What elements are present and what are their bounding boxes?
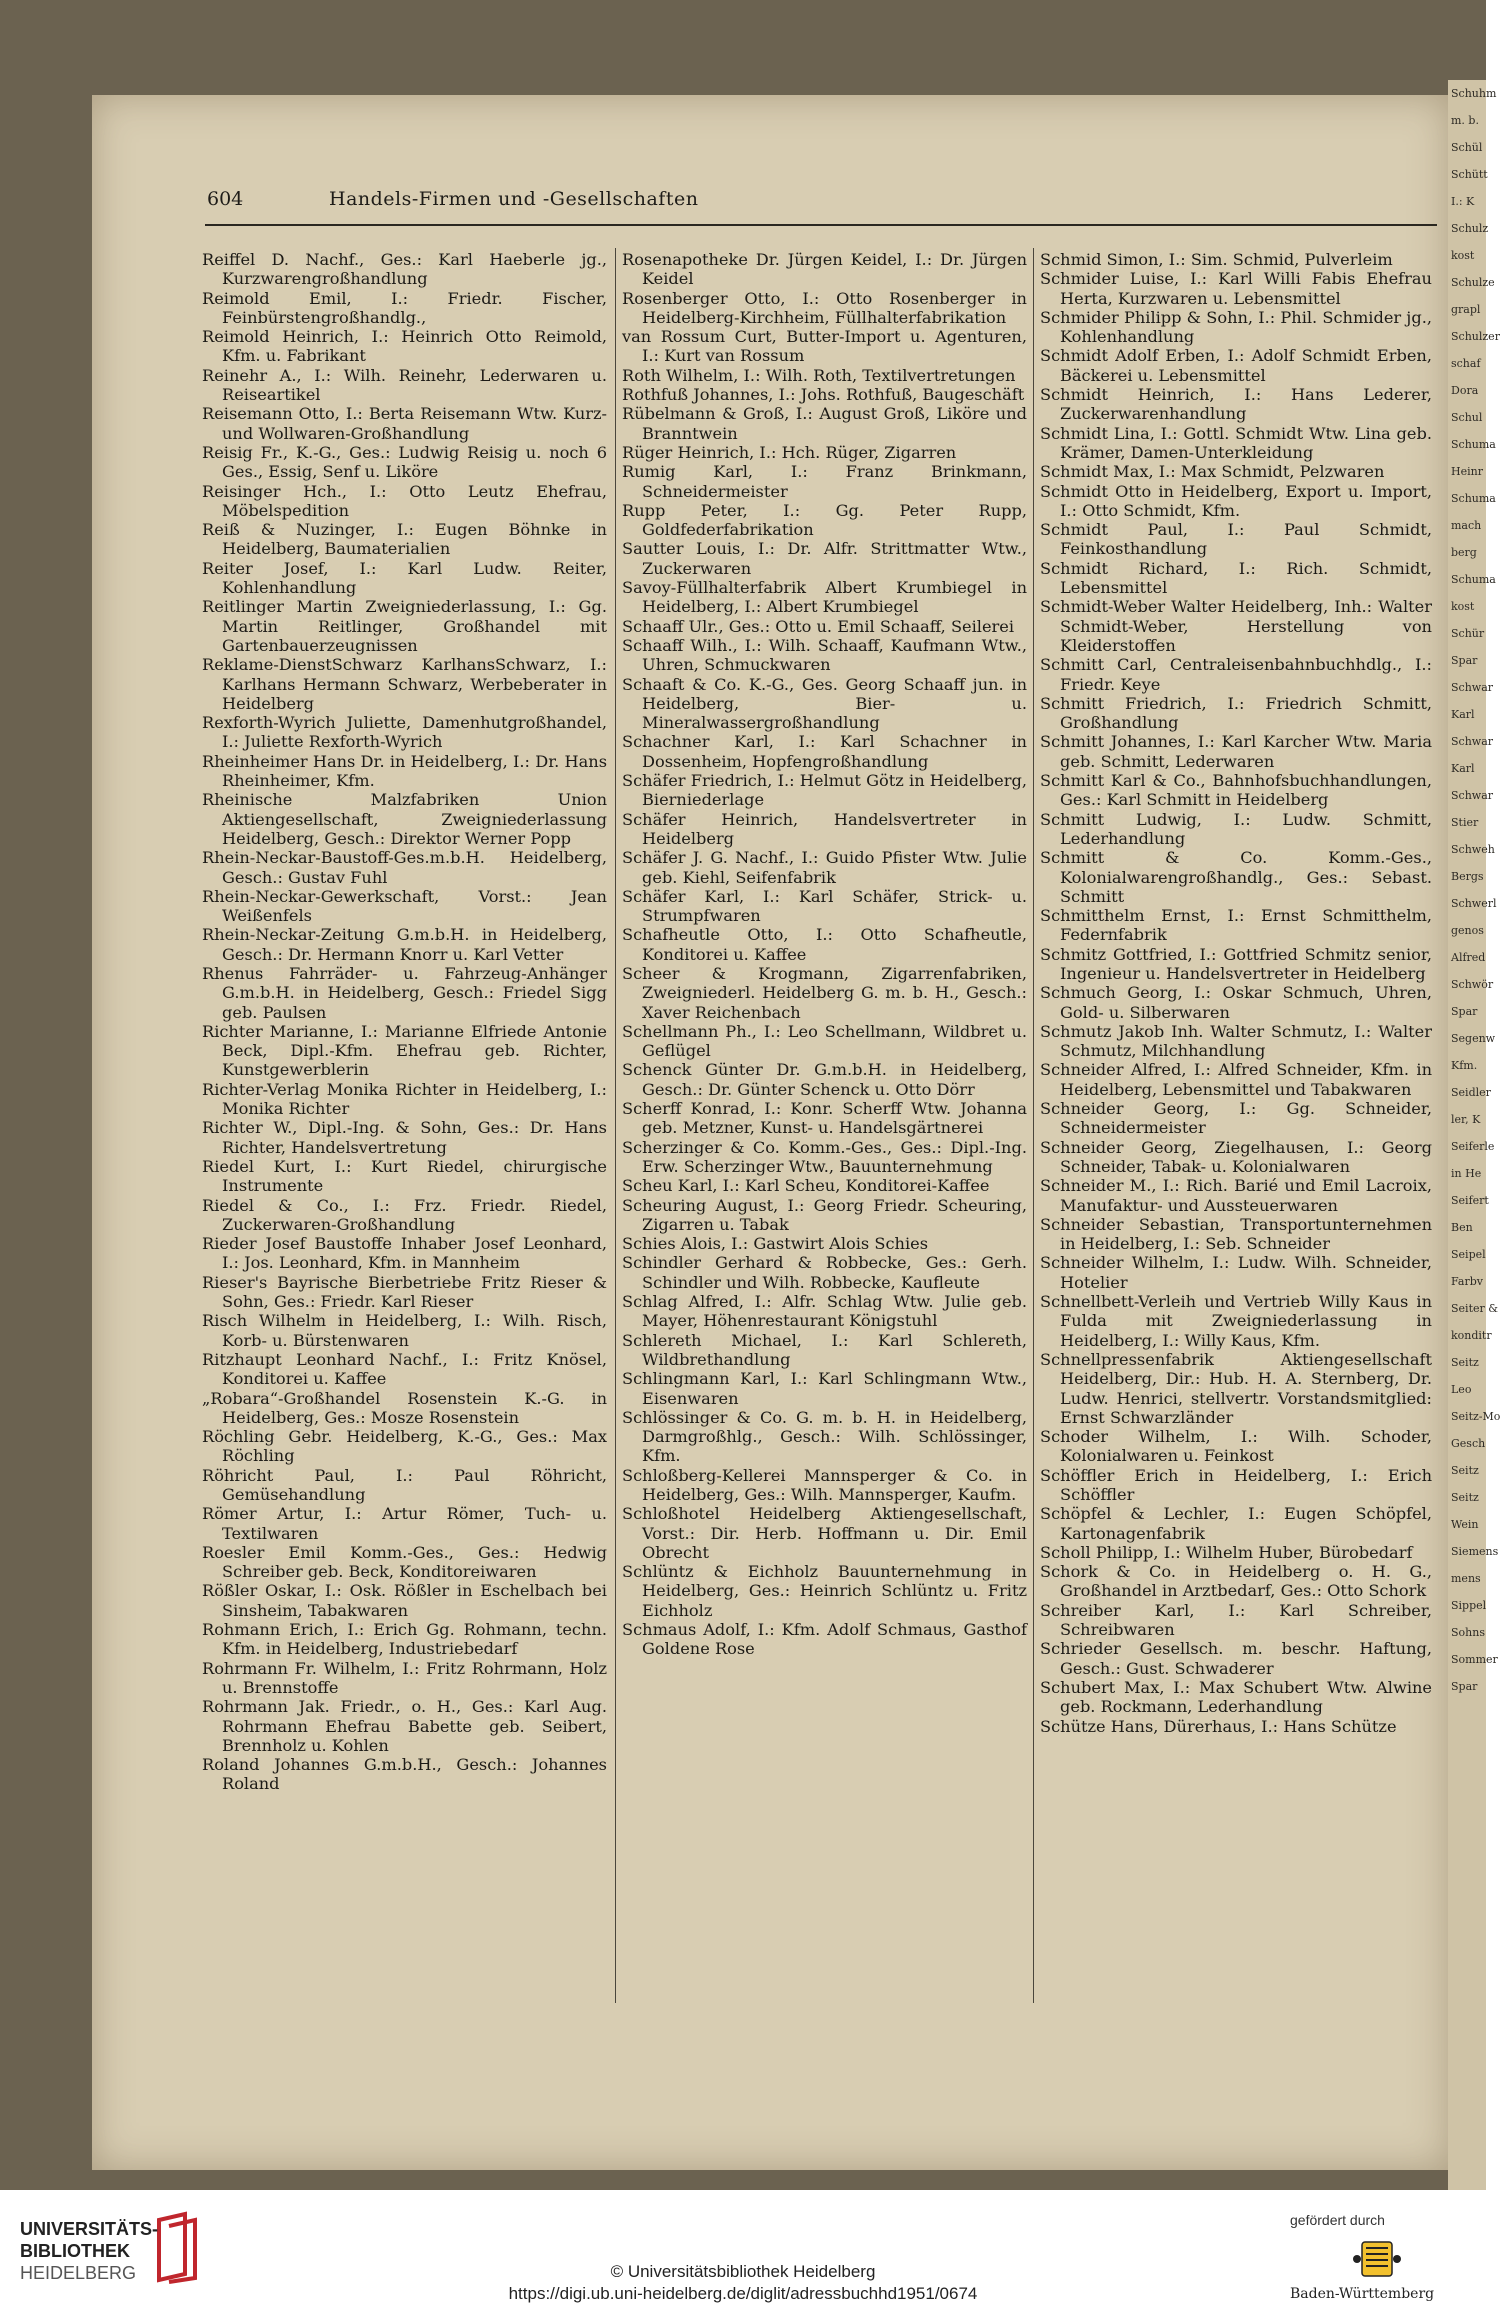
directory-entry: Roth Wilhelm, I.: Wilh. Roth, Textilvertretungen [622,365,1016,385]
directory-entry: Rüger Heinrich, I.: Hch. Rüger, Zigarren [622,442,957,462]
neighbor-fragment: Spar [1451,1680,1478,1693]
directory-entry: Schütze Hans, Dürerhaus, I.: Hans Schütze [1040,1716,1397,1736]
directory-entry: Schneider Georg, I.: Gg. Schneider, Schneidermeister [1040,1099,1432,1138]
directory-entry: Rheinheimer Hans Dr. in Heidelberg, I.: Dr. Hans Rheinheimer, Kfm. [202,751,607,791]
directory-entry: Rumig Karl, I.: Franz Brinkmann, Schneidermeister [622,462,1027,501]
directory-entry: Schmidt Richard, I.: Rich. Schmidt, Lebensmittel [1040,558,1432,598]
neighbor-fragment: Schwör [1451,978,1494,991]
directory-entry: Schöpfel & Lechler, I.: Eugen Schöpfel, Kartonagenfabrik [1040,1504,1432,1543]
column-divider [1033,248,1034,2003]
directory-entry: Rohrmann Jak. Friedr., o. H., Ges.: Karl Aug. Rohrmann Ehefrau Babette geb. Seibert, Brennholz u. Kohlen [202,1697,607,1755]
neighbor-fragment: Schul [1451,411,1483,424]
neighbor-fragment: mens [1451,1572,1481,1585]
directory-entry: Schäfer Friedrich, I.: Helmut Götz in Heidelberg, Bierniederlage [622,771,1027,810]
neighbor-fragment: grapl [1451,303,1481,316]
directory-entry: Römer Artur, I.: Artur Römer, Tuch- u. Textilwaren [202,1504,607,1543]
directory-entry: Schmidt Max, I.: Max Schmidt, Pelzwaren [1040,462,1385,482]
neighbor-fragment: Schulz [1451,222,1489,235]
directory-entry: Schmidt-Weber Walter Heidelberg, Inh.: Walter Schmidt-Weber, Herstellung von Kleiderstoffen [1040,597,1432,655]
directory-entry: Schrieder Gesellsch. m. beschr. Haftung, Gesch.: Gust. Schwaderer [1040,1639,1432,1678]
neighbor-fragment: Seitz-Mo [1451,1410,1500,1423]
directory-entry: Schmitt Ludwig, I.: Ludw. Schmitt, Lederhandlung [1040,809,1432,848]
neighbor-fragment: m. b. [1451,114,1479,127]
directory-entry: Schmitthelm Ernst, I.: Ernst Schmitthelm, Federnfabrik [1040,906,1432,945]
directory-entry: Reimold Emil, I.: Friedr. Fischer, Feinbürstengroßhandlg., [202,288,607,327]
column-divider [615,248,616,2003]
directory-entry: Scheuring August, I.: Georg Friedr. Scheuring, Zigarren u. Tabak [622,1195,1027,1234]
neighbor-fragment: Heinr [1451,465,1483,478]
neighbor-fragment: Schür [1451,627,1485,640]
neighbor-fragment: Schwar [1451,789,1494,802]
directory-entry: Rohmann Erich, I.: Erich Gg. Rohmann, techn. Kfm. in Heidelberg, Industriebedarf [202,1620,607,1659]
directory-entry: Schmider Philipp & Sohn, I.: Phil. Schmider jg., Kohlenhandlung [1040,307,1432,347]
neighbor-fragment: konditr [1451,1329,1492,1342]
neighbor-fragment: Schulze [1451,276,1495,289]
directory-entry: Schmitz Gottfried, I.: Gottfried Schmitz senior, Ingenieur u. Handelsvertreter in Heidelberg [1040,944,1432,983]
directory-entry: Schmitt Friedrich, I.: Friedrich Schmitt, Großhandlung [1040,693,1432,733]
copyright-notice: © Universitätsbibliothek Heidelberg [610,2262,876,2281]
directory-entry: Schäfer Karl, I.: Karl Schäfer, Strick- u. Strumpfwaren [622,886,1027,926]
directory-entry: Schindler Gerhard & Robbecke, Ges.: Gerh. Schindler und Wilh. Robbecke, Kaufleute [622,1253,1027,1292]
state-crest-icon [1352,2240,1402,2278]
neighbor-fragment: kost [1451,249,1475,262]
directory-entry: Schmitt Karl & Co., Bahnhofsbuchhandlungen, Ges.: Karl Schmitt in Heidelberg [1040,771,1432,810]
directory-entry: Scheer & Krogmann, Zigarrenfabriken, Zweigniederl. Heidelberg G. m. b. H., Gesch.: Xaver Reichenbach [622,963,1027,1022]
directory-entry: Rothfuß Johannes, I.: Johs. Rothfuß, Baugeschäft [622,385,1025,405]
neighbor-fragment: Wein [1451,1518,1479,1531]
neighbor-fragment: I.: K [1451,195,1475,208]
neighbor-fragment: Gesch [1451,1437,1486,1450]
directory-entry: Rieder Josef Baustoffe Inhaber Josef Leonhard, I.: Jos. Leonhard, Kfm. in Mannheim [202,1234,607,1273]
directory-entry: Schaaft & Co. K.-G., Ges. Georg Schaaff jun. in Heidelberg, Bier- u. Mineralwassergroßhandlung [622,674,1027,733]
directory-entry: Richter-Verlag Monika Richter in Heidelberg, I.: Monika Richter [202,1079,607,1119]
directory-entry: Rosenberger Otto, I.: Otto Rosenberger in Heidelberg-Kirchheim, Füllhalterfabrikation [622,288,1027,327]
directory-entry: Schies Alois, I.: Gastwirt Alois Schies [622,1234,929,1254]
directory-entry: Schmidt Heinrich, I.: Hans Lederer, Zuckerwarenhandlung [1040,385,1432,424]
directory-entry: Schmidt Lina, I.: Gottl. Schmidt Wtw. Lina geb. Krämer, Damen-Unterkleidung [1040,423,1432,462]
directory-entry: Rhenus Fahrräder- u. Fahrzeug-Anhänger G.m.b.H. in Heidelberg, Gesch.: Friedel Sigg geb. Paulsen [202,963,607,1022]
directory-entry: Savoy-Füllhalterfabrik Albert Krumbiegel in Heidelberg, I.: Albert Krumbiegel [622,578,1027,617]
neighbor-fragment: Schuhm [1451,87,1497,100]
directory-entry: Schnellpressenfabrik Aktiengesellschaft Heidelberg, Dir.: Hub. H. A. Sternberg, Dr. Ludw. Henrici, stellvertr. Vorstandsmitglied: Ernst Schwarzländer [1040,1349,1432,1427]
directory-entry: Risch Wilhelm in Heidelberg, I.: Wilh. Risch, Korb- u. Bürstenwaren [202,1311,607,1350]
directory-entry: Ritzhaupt Leonhard Nachf., I.: Fritz Knösel, Konditorei u. Kaffee [202,1349,607,1389]
directory-entry: Rupp Peter, I.: Gg. Peter Rupp, Goldfederfabrikation [622,500,1027,540]
neighbor-fragment: Karl [1451,762,1475,775]
directory-entry: Schäfer Heinrich, Handelsvertreter in Heidelberg [622,809,1027,848]
neighbor-fragment: Schweh [1451,843,1495,856]
neighbor-fragment: Schuma [1451,492,1496,505]
directory-entry: Rhein-Neckar-Zeitung G.m.b.H. in Heidelberg, Gesch.: Dr. Hermann Knorr u. Karl Vetter [202,925,607,964]
directory-entry: Schmaus Adolf, I.: Kfm. Adolf Schmaus, Gasthof Goldene Rose [622,1620,1027,1659]
neighbor-fragment: berg [1451,546,1477,559]
directory-entry: Schlössinger & Co. G. m. b. H. in Heidelberg, Darmgroßhlg., Gesch.: Wilh. Schlössinger, Kfm. [622,1407,1027,1466]
directory-entry: Röhricht Paul, I.: Paul Röhricht, Gemüsehandlung [202,1465,607,1504]
directory-entry: Rheinische Malzfabriken Union Aktiengesellschaft, Zweigniederlassung Heidelberg, Gesch.: Direktor Werner Popp [202,790,607,848]
directory-entry: Riedel & Co., I.: Frz. Friedr. Riedel, Zuckerwaren-Großhandlung [202,1195,607,1234]
directory-entry: Schmuch Georg, I.: Oskar Schmuch, Uhren, Gold- u. Silberwaren [1040,983,1432,1022]
neighbor-fragment: Schulzer [1451,330,1500,343]
neighbor-fragment: Schütt [1451,168,1488,181]
neighbor-page-strip [1448,80,1500,2190]
library-name-line: HEIDELBERG [20,2263,137,2283]
directory-entry: Scheu Karl, I.: Karl Scheu, Konditorei-Kaffee [622,1176,990,1196]
neighbor-fragment: Segenw [1451,1032,1496,1045]
neighbor-fragment: Seiter & [1451,1302,1499,1315]
directory-entry: Reisinger Hch., I.: Otto Leutz Ehefrau, Möbelspedition [202,481,607,520]
neighbor-fragment: Sippel [1451,1599,1487,1612]
directory-entry: Schlüntz & Eichholz Bauunternehmung in Heidelberg, Ges.: Heinrich Schlüntz u. Fritz Eichholz [622,1562,1027,1620]
neighbor-fragment: Karl [1451,708,1475,721]
neighbor-fragment: Sommer [1451,1653,1498,1666]
directory-entry: Scholl Philipp, I.: Wilhelm Huber, Bürobedarf [1040,1542,1413,1562]
directory-entry: Schneider Alfred, I.: Alfred Schneider, Kfm. in Heidelberg, Lebensmittel und Tabakwaren [1040,1060,1432,1099]
neighbor-fragment: Farbv [1451,1275,1483,1288]
directory-entry: Scherff Konrad, I.: Konr. Scherff Wtw. Johanna geb. Metzner, Kunst- u. Handelsgärtnerei [622,1099,1027,1138]
directory-entry: Schneider Georg, Ziegelhausen, I.: Georg Schneider, Tabak- u. Kolonialwaren [1040,1137,1432,1176]
directory-entry: Richter W., Dipl.-Ing. & Sohn, Ges.: Dr. Hans Richter, Handelsvertretung [202,1118,607,1157]
directory-entry: Rhein-Neckar-Gewerkschaft, Vorst.: Jean Weißenfels [202,886,607,926]
directory-entry: Rübelmann & Groß, I.: August Groß, Liköre und Branntwein [622,404,1027,443]
directory-entry: Richter Marianne, I.: Marianne Elfriede Antonie Beck, Dipl.-Kfm. Ehefrau geb. Richter, Kunstgewerblerin [202,1021,607,1080]
library-name-line: BIBLIOTHEK [20,2241,130,2261]
neighbor-fragment: Seitz [1451,1464,1479,1477]
neighbor-fragment: Dora [1451,384,1479,397]
library-name-line: UNIVERSITÄTS- [20,2219,159,2239]
directory-entry: Schneider Wilhelm, I.: Ludw. Wilh. Schneider, Hotelier [1040,1253,1432,1292]
directory-entry: Reklame-DienstSchwarz KarlhansSchwarz, I.: Karlhans Hermann Schwarz, Werbeberater in Heidelberg [202,655,607,713]
header-rule [205,224,1437,226]
directory-entry: Schneider Sebastian, Transportunternehmen in Heidelberg, I.: Seb. Schneider [1040,1214,1432,1254]
directory-column-2 [622,250,1027,1659]
directory-entry: Schaaff Ulr., Ges.: Otto u. Emil Schaaff, Seilerei [622,616,1015,636]
directory-entry: Schmidt Paul, I.: Paul Schmidt, Feinkosthandlung [1040,520,1432,559]
neighbor-fragment: Schuma [1451,573,1496,586]
neighbor-fragment: kost [1451,600,1475,613]
permalink[interactable]: https://digi.ub.uni-heidelberg.de/diglit/adressbuchhd1951/0674 [508,2284,978,2303]
neighbor-fragment: Kfm. [1451,1059,1478,1072]
page-number: 604 [207,188,244,210]
directory-entry: Reiß & Nuzinger, I.: Eugen Böhnke in Heidelberg, Baumaterialien [202,520,607,559]
directory-entry: Schloßhotel Heidelberg Aktiengesellschaft, Vorst.: Dir. Herb. Hoffmann u. Dir. Emil Obrecht [622,1504,1027,1562]
neighbor-fragment: mach [1451,519,1482,532]
directory-entry: Reisig Fr., K.-G., Ges.: Ludwig Reisig u. noch 6 Ges., Essig, Senf u. Liköre [202,442,607,482]
directory-entry: Schoder Wilhelm, I.: Wilh. Schoder, Kolonialwaren u. Feinkost [1040,1427,1432,1466]
directory-entry: Schöffler Erich in Heidelberg, I.: Erich Schöffler [1040,1465,1432,1504]
neighbor-fragment: Schuma [1451,438,1496,451]
directory-entry: Schafheutle Otto, I.: Otto Schafheutle, Konditorei u. Kaffee [622,925,1027,964]
directory-entry: Röchling Gebr. Heidelberg, K.-G., Ges.: Max Röchling [202,1427,607,1466]
neighbor-fragment: Seiferle [1451,1140,1495,1153]
directory-column-3 [1040,250,1432,1736]
directory-entry: Schlag Alfred, I.: Alfr. Schlag Wtw. Julie geb. Mayer, Höhenrestaurant Königstuhl [622,1292,1027,1331]
funder-name: Baden-Württemberg [1290,2286,1435,2302]
directory-entry: Roland Johannes G.m.b.H., Gesch.: Johannes Roland [202,1755,607,1794]
neighbor-fragment: Seifert [1451,1194,1489,1207]
directory-entry: Riedel Kurt, I.: Kurt Riedel, chirurgische Instrumente [202,1156,607,1196]
directory-entry: Schmutz Jakob Inh. Walter Schmutz, I.: Walter Schmutz, Milchhandlung [1040,1021,1432,1061]
directory-entry: Rößler Oskar, I.: Osk. Rößler in Eschelbach bei Sinsheim, Tabakwaren [202,1581,607,1620]
directory-entry: Schaaff Wilh., I.: Wilh. Schaaff, Kaufmann Wtw., Uhren, Schmuckwaren [622,635,1027,675]
neighbor-fragment: Schwerl [1451,897,1497,910]
directory-entry: Schellmann Ph., I.: Leo Schellmann, Wildbret u. Geflügel [622,1021,1027,1061]
directory-entry: Schork & Co. in Heidelberg o. H. G., Großhandel in Arztbedarf, Ges.: Otto Schork [1040,1562,1432,1601]
directory-entry: Rexforth-Wyrich Juliette, Damenhutgroßhandel, I.: Juliette Rexforth-Wyrich [202,713,607,752]
neighbor-fragment: Bergs [1451,870,1484,883]
funded-by-label: gefördert durch [1290,2212,1385,2228]
directory-entry: Schmitt & Co. Komm.-Ges., Kolonialwarengroßhandlg., Ges.: Sebast. Schmitt [1040,848,1432,906]
neighbor-fragment: Seitz [1451,1356,1479,1369]
directory-entry: Schmitt Carl, Centraleisenbahnbuchhdlg., I.: Friedr. Keye [1040,655,1432,694]
directory-entry: Schloßberg-Kellerei Mannsperger & Co. in Heidelberg, Ges.: Wilh. Mannsperger, Kaufm. [622,1465,1027,1504]
directory-entry: Sautter Louis, I.: Dr. Alfr. Strittmatter Wtw., Zuckerwaren [622,539,1027,578]
directory-entry: Reiter Josef, I.: Karl Ludw. Reiter, Kohlenhandlung [202,558,607,598]
directory-entry: Schmidt Otto in Heidelberg, Export u. Import, I.: Otto Schmidt, Kfm. [1040,481,1432,520]
directory-entry: Schnellbett-Verleih und Vertrieb Willy Kaus in Fulda mit Zweigniederlassung in Heidelberg, I.: Willy Kaus, Kfm. [1040,1292,1432,1350]
directory-entry: Schmitt Johannes, I.: Karl Karcher Wtw. Maria geb. Schmitt, Lederwaren [1040,732,1432,771]
directory-entry: Roesler Emil Komm.-Ges., Ges.: Hedwig Schreiber geb. Beck, Konditoreiwaren [202,1542,607,1582]
page-title: Handels-Firmen und -Gesellschaften [329,188,699,210]
neighbor-fragment: Schwar [1451,735,1494,748]
directory-entry: van Rossum Curt, Butter-Import u. Agenturen, I.: Kurt van Rossum [622,327,1027,366]
neighbor-fragment: Sohns [1451,1626,1485,1639]
directory-entry: Schachner Karl, I.: Karl Schachner in Dossenheim, Hopfengroßhandlung [622,732,1027,771]
directory-entry: Schlereth Michael, I.: Karl Schlereth, Wildbrethandlung [622,1330,1027,1369]
neighbor-fragment: genos [1451,924,1484,937]
directory-entry: Rohrmann Fr. Wilhelm, I.: Fritz Rohrmann, Holz u. Brennstoffe [202,1658,607,1697]
neighbor-fragment: schaf [1451,357,1481,370]
neighbor-fragment: Stier [1451,816,1479,829]
directory-entry: Schenck Günter Dr. G.m.b.H. in Heidelberg, Gesch.: Dr. Günter Schenck u. Otto Dörr [622,1060,1027,1099]
neighbor-fragment: Spar [1451,1005,1478,1018]
directory-entry: Reimold Heinrich, I.: Heinrich Otto Reimold, Kfm. u. Fabrikant [202,327,607,366]
directory-entry: Rosenapotheke Dr. Jürgen Keidel, I.: Dr. Jürgen Keidel [622,250,1027,289]
neighbor-fragment: Seitz [1451,1491,1479,1504]
neighbor-fragment: Seidler [1451,1086,1491,1099]
directory-entry: Schmid Simon, I.: Sim. Schmid, Pulverleim [1040,250,1393,269]
directory-entry: Schreiber Karl, I.: Karl Schreiber, Schreibwaren [1040,1600,1432,1640]
directory-entry: Rhein-Neckar-Baustoff-Ges.m.b.H. Heidelberg, Gesch.: Gustav Fuhl [202,848,607,887]
neighbor-fragment: Ben [1451,1221,1473,1234]
neighbor-fragment: Schwar [1451,681,1494,694]
neighbor-fragment: ler, K [1451,1113,1481,1126]
directory-entry: Schmider Luise, I.: Karl Willi Fabis Ehefrau Herta, Kurzwaren u. Lebensmittel [1040,269,1432,308]
neighbor-fragment: in He [1451,1167,1482,1180]
directory-entry: Reiffel D. Nachf., Ges.: Karl Haeberle jg., Kurzwarengroßhandlung [202,250,607,289]
directory-entry: Schmidt Adolf Erben, I.: Adolf Schmidt Erben, Bäckerei u. Lebensmittel [1040,346,1432,385]
directory-entry: Reinehr A., I.: Wilh. Reinehr, Lederwaren u. Reiseartikel [202,365,607,405]
directory-column-1 [202,250,607,1794]
neighbor-fragment: Spar [1451,654,1478,667]
directory-entry: Rieser's Bayrische Bierbetriebe Fritz Rieser & Sohn, Ges.: Friedr. Karl Rieser [202,1272,607,1312]
directory-entry: Reitlinger Martin Zweigniederlassung, I.: Gg. Martin Reitlinger, Großhandel mit Gartenbauerzeugnissen [202,597,607,655]
directory-entry: Schlingmann Karl, I.: Karl Schlingmann Wtw., Eisenwaren [622,1369,1027,1408]
neighbor-fragment: Leo [1451,1383,1472,1396]
directory-entry: „Robara“-Großhandel Rosenstein K.-G. in Heidelberg, Ges.: Mosze Rosenstein [202,1388,607,1427]
directory-entry: Schneider M., I.: Rich. Barié und Emil Lacroix, Manufaktur- und Aussteuerwaren [1040,1176,1432,1215]
directory-entry: Schubert Max, I.: Max Schubert Wtw. Alwine geb. Rockmann, Lederhandlung [1040,1677,1432,1717]
directory-entry: Reisemann Otto, I.: Berta Reisemann Wtw. Kurz- und Wollwaren-Großhandlung [202,404,607,443]
directory-entry: Scherzinger & Co. Komm.-Ges., Ges.: Dipl.-Ing. Erw. Scherzinger Wtw., Bauunternehmung [622,1137,1027,1176]
neighbor-fragment: Siemens [1451,1545,1499,1558]
neighbor-fragment: Seipel [1451,1248,1486,1261]
neighbor-fragment: Schül [1451,141,1483,154]
directory-entry: Schäfer J. G. Nachf., I.: Guido Pfister Wtw. Julie geb. Kiehl, Seifenfabrik [622,848,1027,887]
neighbor-fragment: Alfred [1451,951,1486,964]
